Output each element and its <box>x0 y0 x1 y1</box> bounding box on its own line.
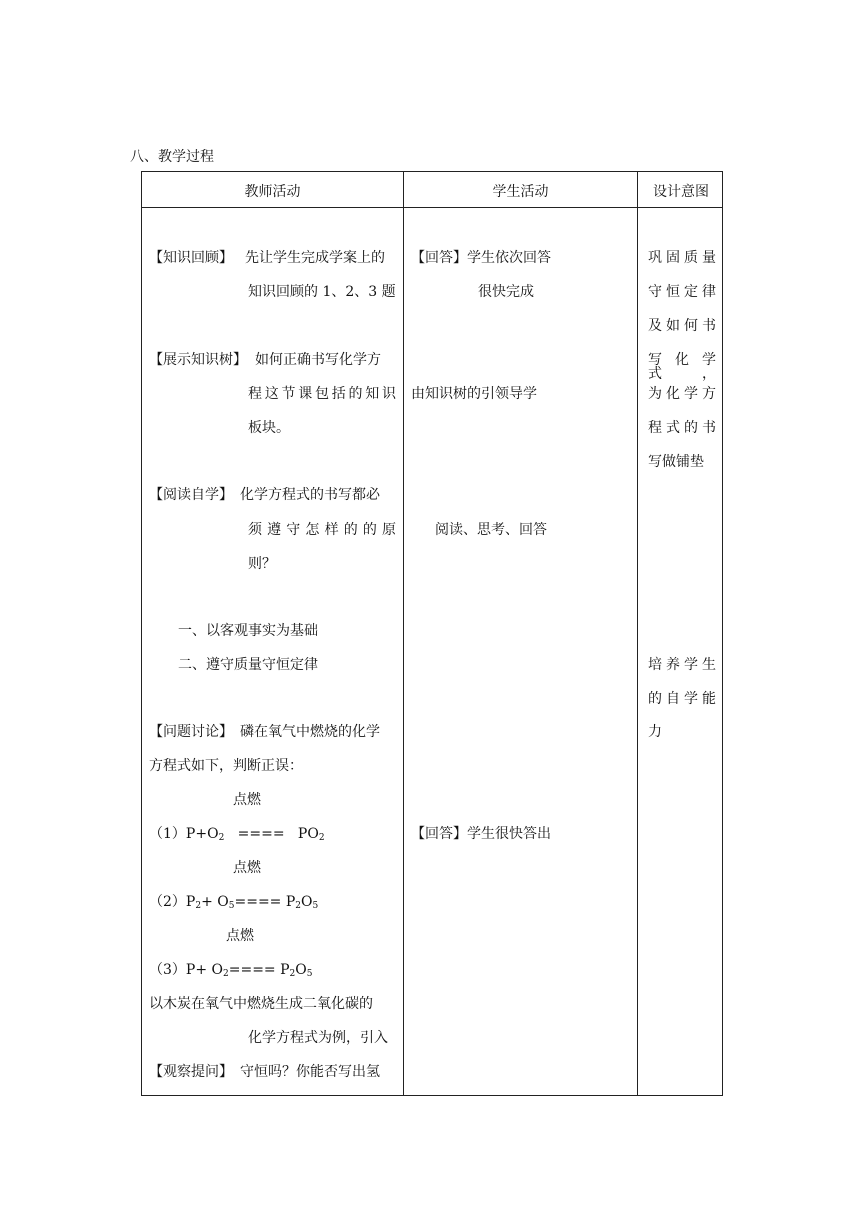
tree-tag: 【展示知识树】 <box>149 352 247 368</box>
principle-item: 一、以客观事实为基础 <box>178 623 318 639</box>
reaction-condition: 点燃 <box>233 792 261 808</box>
observe-tag: 【观察提问】 <box>149 1064 233 1080</box>
equation-1: $(1)P+O_2$ ==== $PO_2$ <box>149 826 325 843</box>
intent-line: 守恒定律 <box>648 284 716 300</box>
header-divider <box>142 207 722 208</box>
read-text: 化学方程式的书写都必 <box>240 487 380 503</box>
intro-text: 化学方程式为例，引入 <box>248 1030 388 1046</box>
discuss-text: 磷在氧气中燃烧的化学 <box>240 724 380 740</box>
observe-text: 守恒吗？你能否写出氢 <box>240 1064 380 1080</box>
discuss-tag: 【问题讨论】 <box>149 724 233 740</box>
intent-line: 力 <box>648 724 662 740</box>
equation-3: $(3)P+ O_2==== P_2O_5$ <box>149 962 313 979</box>
review-text: 知识回顾的 1、2、3 题 <box>248 284 396 300</box>
tree-text: 板块。 <box>248 420 290 436</box>
intent-line: 为化学方 <box>648 386 716 402</box>
answer-tag: 【回答】 <box>411 250 467 266</box>
discuss-text: 方程式如下，判断正误： <box>149 758 303 774</box>
section-heading: 八、教学过程 <box>130 149 214 165</box>
intent-line: 巩固质量 <box>648 250 716 266</box>
principle-item: 二、遵守质量守恒定律 <box>178 657 318 673</box>
read-text: 须遵守怎样的的原 <box>248 522 396 538</box>
tree-text: 程这节课包括的知识 <box>248 386 396 402</box>
answer-text: 学生很快答出 <box>467 826 551 842</box>
intent-line: 写做铺垫 <box>648 454 704 470</box>
intro-text: 以木炭在氧气中燃烧生成二氧化碳的 <box>149 996 373 1012</box>
intent-line: 写化学式， <box>648 352 716 382</box>
reaction-condition: 点燃 <box>233 860 261 876</box>
review-text: 先让学生完成学案上的 <box>245 250 385 266</box>
read-tag: 【阅读自学】 <box>149 487 233 503</box>
header-student-activity: 学生活动 <box>492 184 549 200</box>
intent-line: 培养学生 <box>648 657 716 673</box>
review-tag: 【知识回顾】 <box>149 250 233 266</box>
answer-text: 很快完成 <box>478 284 534 300</box>
reaction-condition: 点燃 <box>226 928 254 944</box>
intent-line: 程式的书 <box>648 420 716 436</box>
tree-text: 如何正确书写化学方 <box>255 352 381 368</box>
read-text: 则？ <box>248 556 276 572</box>
header-teacher-activity: 教师活动 <box>244 184 301 200</box>
column-divider <box>403 172 404 1095</box>
header-design-intent: 设计意图 <box>653 184 709 200</box>
intent-line: 及如何书 <box>648 318 716 334</box>
answer-text: 学生依次回答 <box>467 250 551 266</box>
teaching-process-table <box>141 171 723 1096</box>
guide-text: 由知识树的引领导学 <box>411 386 537 402</box>
read-response: 阅读、思考、回答 <box>435 522 547 538</box>
intent-line: 的自学能 <box>648 691 716 707</box>
equation-2: $(2)P_2+ O_5==== P_2O_5$ <box>149 894 319 911</box>
column-divider <box>637 172 638 1095</box>
answer-tag: 【回答】 <box>411 826 467 842</box>
